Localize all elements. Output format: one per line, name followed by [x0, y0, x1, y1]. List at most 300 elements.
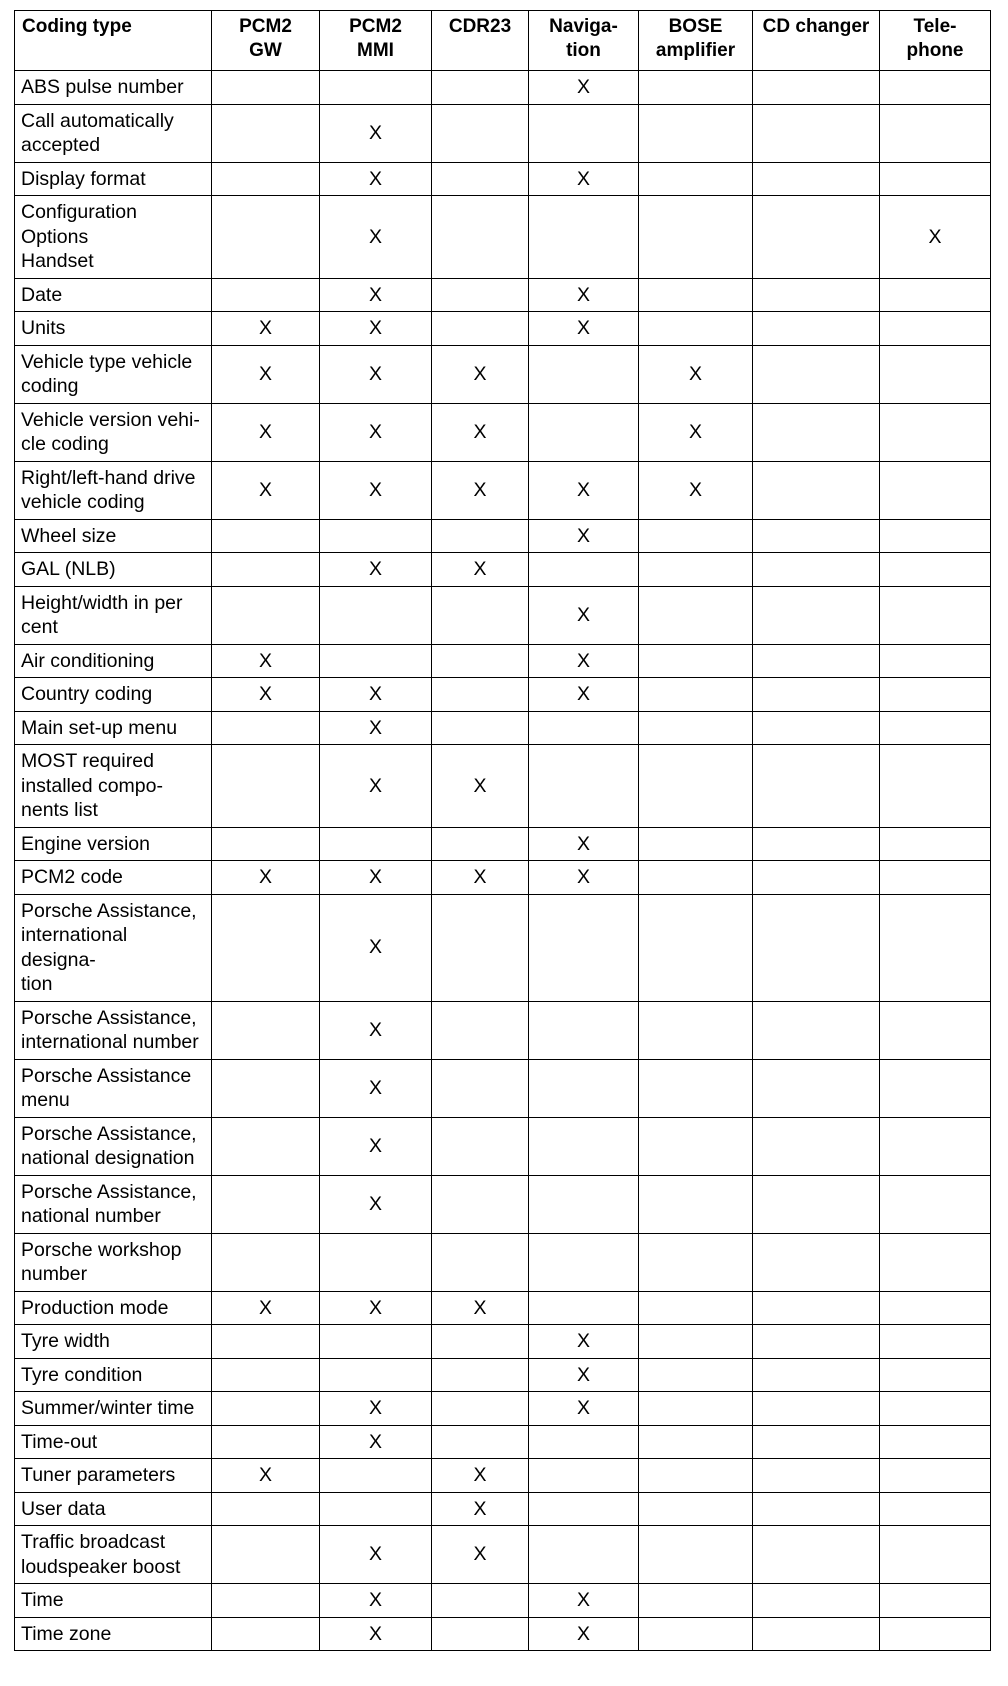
mark-cell — [880, 678, 991, 712]
mark-cell — [880, 1175, 991, 1233]
header-label: BOSE amplifier — [655, 16, 736, 61]
mark-cell — [529, 1233, 639, 1291]
mark-cell — [639, 1425, 753, 1459]
mark-cell — [753, 644, 880, 678]
coding-type-cell: Vehicle version vehi- cle coding — [15, 403, 212, 461]
mark-cell — [529, 1425, 639, 1459]
table-row — [15, 678, 991, 712]
mark-cell — [529, 894, 639, 1001]
mark-cell — [639, 678, 753, 712]
mark-cell — [639, 894, 753, 1001]
table-row — [15, 1233, 991, 1291]
mark-cell — [880, 278, 991, 312]
mark-cell — [639, 196, 753, 279]
mark-cell: X — [320, 461, 432, 519]
coding-type-cell: Tyre condition — [15, 1358, 212, 1392]
mark-cell — [880, 162, 991, 196]
mark-cell: X — [320, 711, 432, 745]
mark-cell — [432, 162, 529, 196]
header-cdr23 — [432, 11, 529, 71]
mark-cell — [212, 586, 320, 644]
coding-type-cell: Traffic broadcast loudspeaker boost — [15, 1526, 212, 1584]
mark-cell: X — [320, 678, 432, 712]
header-label: PCM2 MMI — [349, 16, 402, 61]
mark-cell — [639, 1175, 753, 1233]
coding-type-cell: Porsche Assistance, national number — [15, 1175, 212, 1233]
mark-cell: X — [320, 196, 432, 279]
mark-cell: X — [212, 1291, 320, 1325]
table-row — [15, 1584, 991, 1618]
coding-type-cell: Tuner parameters — [15, 1459, 212, 1493]
mark-cell: X — [529, 1617, 639, 1651]
mark-cell — [529, 345, 639, 403]
mark-cell: X — [212, 312, 320, 346]
mark-cell — [432, 1117, 529, 1175]
coding-type-cell: Porsche Assistance, international number — [15, 1001, 212, 1059]
mark-cell — [880, 1584, 991, 1618]
mark-cell — [880, 1001, 991, 1059]
mark-cell — [880, 1459, 991, 1493]
mark-cell — [753, 553, 880, 587]
mark-cell — [529, 196, 639, 279]
mark-cell — [880, 1358, 991, 1392]
mark-cell: X — [432, 1492, 529, 1526]
mark-cell — [432, 196, 529, 279]
mark-cell — [639, 827, 753, 861]
mark-cell — [880, 1425, 991, 1459]
mark-cell — [639, 1233, 753, 1291]
table-row — [15, 1425, 991, 1459]
mark-cell — [753, 745, 880, 828]
mark-cell — [639, 1492, 753, 1526]
mark-cell — [880, 644, 991, 678]
mark-cell: X — [320, 745, 432, 828]
mark-cell — [753, 1175, 880, 1233]
table-row — [15, 1526, 991, 1584]
mark-cell — [529, 745, 639, 828]
mark-cell — [432, 1358, 529, 1392]
mark-cell: X — [320, 104, 432, 162]
mark-cell — [212, 1175, 320, 1233]
mark-cell — [529, 1291, 639, 1325]
mark-cell — [753, 461, 880, 519]
mark-cell: X — [529, 678, 639, 712]
mark-cell — [753, 345, 880, 403]
mark-cell — [639, 162, 753, 196]
mark-cell: X — [529, 827, 639, 861]
mark-cell — [529, 1001, 639, 1059]
mark-cell — [880, 1526, 991, 1584]
mark-cell — [753, 104, 880, 162]
coding-type-cell: Porsche Assistance menu — [15, 1059, 212, 1117]
mark-cell — [212, 278, 320, 312]
mark-cell — [320, 71, 432, 105]
mark-cell — [639, 1291, 753, 1325]
mark-cell — [432, 1175, 529, 1233]
mark-cell: X — [320, 1175, 432, 1233]
mark-cell — [753, 1584, 880, 1618]
coding-type-cell: Tyre width — [15, 1325, 212, 1359]
mark-cell — [753, 162, 880, 196]
table-row — [15, 71, 991, 105]
mark-cell — [320, 586, 432, 644]
mark-cell — [432, 1001, 529, 1059]
mark-cell — [529, 1117, 639, 1175]
header-navigation — [529, 11, 639, 71]
mark-cell — [753, 519, 880, 553]
mark-cell — [880, 403, 991, 461]
coding-type-cell: Porsche Assistance, national designation — [15, 1117, 212, 1175]
table-row — [15, 1117, 991, 1175]
mark-cell — [753, 678, 880, 712]
mark-cell — [432, 519, 529, 553]
mark-cell — [320, 1358, 432, 1392]
mark-cell — [432, 1059, 529, 1117]
mark-cell: X — [529, 1358, 639, 1392]
mark-cell — [320, 827, 432, 861]
coding-type-cell: MOST required installed compo- nents list — [15, 745, 212, 828]
mark-cell — [529, 553, 639, 587]
table-row — [15, 1001, 991, 1059]
mark-cell — [753, 1059, 880, 1117]
table-row — [15, 1325, 991, 1359]
mark-cell — [639, 1001, 753, 1059]
mark-cell — [320, 1459, 432, 1493]
coding-type-cell: Call automatically accepted — [15, 104, 212, 162]
mark-cell — [432, 71, 529, 105]
mark-cell — [880, 461, 991, 519]
coding-type-cell: Units — [15, 312, 212, 346]
table-row — [15, 312, 991, 346]
table-row — [15, 278, 991, 312]
mark-cell — [639, 861, 753, 895]
mark-cell — [432, 711, 529, 745]
mark-cell — [639, 745, 753, 828]
coding-type-cell: ABS pulse number — [15, 71, 212, 105]
mark-cell: X — [529, 644, 639, 678]
mark-cell — [753, 1358, 880, 1392]
coding-type-cell: Porsche workshop number — [15, 1233, 212, 1291]
mark-cell — [212, 1526, 320, 1584]
mark-cell — [753, 71, 880, 105]
mark-cell: X — [529, 1584, 639, 1618]
mark-cell — [432, 104, 529, 162]
coding-type-cell: Display format — [15, 162, 212, 196]
coding-type-cell: User data — [15, 1492, 212, 1526]
mark-cell: X — [529, 162, 639, 196]
mark-cell — [212, 1358, 320, 1392]
mark-cell: X — [529, 586, 639, 644]
mark-cell: X — [212, 403, 320, 461]
mark-cell — [753, 196, 880, 279]
coding-type-cell: Date — [15, 278, 212, 312]
mark-cell — [432, 586, 529, 644]
table-row — [15, 345, 991, 403]
coding-type-cell: Production mode — [15, 1291, 212, 1325]
mark-cell: X — [212, 678, 320, 712]
coding-type-cell: Vehicle type vehicle coding — [15, 345, 212, 403]
mark-cell — [212, 745, 320, 828]
mark-cell — [432, 678, 529, 712]
mark-cell — [432, 827, 529, 861]
table-row — [15, 745, 991, 828]
mark-cell — [432, 894, 529, 1001]
mark-cell — [212, 162, 320, 196]
table-row — [15, 196, 991, 279]
mark-cell: X — [432, 403, 529, 461]
mark-cell — [753, 586, 880, 644]
mark-cell — [639, 1059, 753, 1117]
mark-cell — [212, 711, 320, 745]
mark-cell — [212, 71, 320, 105]
mark-cell: X — [212, 644, 320, 678]
mark-cell: X — [529, 312, 639, 346]
table-row — [15, 553, 991, 587]
header-label: CDR23 — [448, 16, 512, 37]
mark-cell: X — [529, 278, 639, 312]
mark-cell — [529, 1175, 639, 1233]
mark-cell — [212, 1117, 320, 1175]
mark-cell — [753, 861, 880, 895]
mark-cell — [880, 1325, 991, 1359]
coding-type-cell: Height/width in per cent — [15, 586, 212, 644]
coding-type-cell: Engine version — [15, 827, 212, 861]
mark-cell — [753, 1233, 880, 1291]
mark-cell — [880, 1233, 991, 1291]
mark-cell — [639, 278, 753, 312]
mark-cell — [639, 1117, 753, 1175]
mark-cell — [753, 312, 880, 346]
mark-cell — [529, 104, 639, 162]
table-row — [15, 1358, 991, 1392]
mark-cell — [639, 519, 753, 553]
mark-cell — [639, 1392, 753, 1426]
mark-cell — [753, 827, 880, 861]
mark-cell — [432, 312, 529, 346]
mark-cell: X — [320, 1117, 432, 1175]
mark-cell — [212, 104, 320, 162]
table-row — [15, 1617, 991, 1651]
mark-cell: X — [432, 745, 529, 828]
mark-cell: X — [639, 403, 753, 461]
table-row — [15, 1059, 991, 1117]
mark-cell — [753, 1291, 880, 1325]
mark-cell — [753, 1001, 880, 1059]
mark-cell — [880, 1492, 991, 1526]
table-body — [15, 71, 991, 1651]
mark-cell — [880, 711, 991, 745]
mark-cell — [432, 1617, 529, 1651]
mark-cell: X — [320, 278, 432, 312]
mark-cell: X — [320, 403, 432, 461]
coding-type-cell: Configuration Options Handset — [15, 196, 212, 279]
mark-cell — [880, 894, 991, 1001]
mark-cell — [639, 1459, 753, 1493]
coding-type-cell: Country coding — [15, 678, 212, 712]
mark-cell — [639, 1617, 753, 1651]
mark-cell — [212, 1325, 320, 1359]
header-label: Coding type — [22, 16, 132, 37]
mark-cell — [529, 403, 639, 461]
mark-cell — [753, 711, 880, 745]
mark-cell: X — [320, 312, 432, 346]
table-row — [15, 519, 991, 553]
coding-type-cell: GAL (NLB) — [15, 553, 212, 587]
header-coding-type — [15, 11, 212, 71]
mark-cell — [880, 1117, 991, 1175]
mark-cell — [753, 1425, 880, 1459]
mark-cell — [880, 745, 991, 828]
mark-cell — [639, 1526, 753, 1584]
mark-cell — [880, 1617, 991, 1651]
mark-cell — [639, 586, 753, 644]
mark-cell: X — [320, 1291, 432, 1325]
mark-cell — [212, 519, 320, 553]
header-label: Naviga- tion — [549, 16, 618, 61]
table-header-row — [15, 11, 991, 71]
mark-cell: X — [529, 71, 639, 105]
mark-cell: X — [212, 861, 320, 895]
mark-cell — [432, 1584, 529, 1618]
table-row — [15, 1459, 991, 1493]
mark-cell — [880, 519, 991, 553]
mark-cell — [212, 894, 320, 1001]
mark-cell — [753, 278, 880, 312]
mark-cell — [639, 711, 753, 745]
mark-cell — [753, 1617, 880, 1651]
header-telephone — [880, 11, 991, 71]
mark-cell: X — [639, 461, 753, 519]
mark-cell — [212, 1233, 320, 1291]
header-label: PCM2 GW — [239, 16, 292, 61]
mark-cell: X — [320, 1001, 432, 1059]
table-row — [15, 1392, 991, 1426]
mark-cell — [639, 1584, 753, 1618]
mark-cell — [432, 278, 529, 312]
mark-cell — [212, 1392, 320, 1426]
mark-cell — [320, 644, 432, 678]
mark-cell: X — [529, 1392, 639, 1426]
mark-cell: X — [212, 1459, 320, 1493]
mark-cell: X — [529, 861, 639, 895]
table-row — [15, 1175, 991, 1233]
table-row — [15, 403, 991, 461]
table-row — [15, 861, 991, 895]
table-row — [15, 827, 991, 861]
mark-cell: X — [320, 1059, 432, 1117]
coding-type-cell: Porsche Assistance, international designa- tion — [15, 894, 212, 1001]
mark-cell — [753, 1325, 880, 1359]
mark-cell — [432, 644, 529, 678]
table-row — [15, 644, 991, 678]
mark-cell: X — [529, 1325, 639, 1359]
coding-type-cell: PCM2 code — [15, 861, 212, 895]
coding-table — [14, 10, 991, 1651]
table-row — [15, 1291, 991, 1325]
mark-cell — [212, 1584, 320, 1618]
header-pcm2-gw — [212, 11, 320, 71]
mark-cell: X — [212, 461, 320, 519]
coding-type-cell: Summer/winter time — [15, 1392, 212, 1426]
table-row — [15, 894, 991, 1001]
header-pcm2-mmi — [320, 11, 432, 71]
mark-cell — [432, 1392, 529, 1426]
mark-cell — [529, 1526, 639, 1584]
mark-cell — [432, 1325, 529, 1359]
table-row — [15, 586, 991, 644]
mark-cell: X — [432, 345, 529, 403]
mark-cell — [320, 519, 432, 553]
mark-cell — [753, 1526, 880, 1584]
mark-cell: X — [320, 1617, 432, 1651]
mark-cell — [639, 644, 753, 678]
mark-cell — [880, 71, 991, 105]
mark-cell — [529, 1492, 639, 1526]
mark-cell — [432, 1233, 529, 1291]
table-row — [15, 162, 991, 196]
mark-cell — [880, 827, 991, 861]
coding-type-cell: Time — [15, 1584, 212, 1618]
mark-cell — [753, 1459, 880, 1493]
mark-cell — [320, 1492, 432, 1526]
mark-cell: X — [432, 1459, 529, 1493]
coding-type-cell: Main set-up menu — [15, 711, 212, 745]
mark-cell: X — [320, 1584, 432, 1618]
mark-cell: X — [432, 461, 529, 519]
coding-type-cell: Time-out — [15, 1425, 212, 1459]
mark-cell: X — [212, 345, 320, 403]
mark-cell — [880, 861, 991, 895]
mark-cell: X — [529, 461, 639, 519]
mark-cell: X — [529, 519, 639, 553]
mark-cell: X — [320, 1425, 432, 1459]
mark-cell — [212, 1617, 320, 1651]
mark-cell: X — [320, 162, 432, 196]
header-cd-changer — [753, 11, 880, 71]
mark-cell — [880, 345, 991, 403]
mark-cell: X — [320, 1526, 432, 1584]
mark-cell: X — [320, 1392, 432, 1426]
mark-cell — [639, 1325, 753, 1359]
mark-cell: X — [880, 196, 991, 279]
mark-cell — [529, 1459, 639, 1493]
mark-cell — [753, 894, 880, 1001]
mark-cell — [212, 553, 320, 587]
mark-cell — [212, 1059, 320, 1117]
mark-cell: X — [639, 345, 753, 403]
table-row — [15, 461, 991, 519]
mark-cell — [320, 1325, 432, 1359]
mark-cell: X — [320, 553, 432, 587]
mark-cell: X — [320, 345, 432, 403]
mark-cell — [753, 403, 880, 461]
mark-cell: X — [432, 553, 529, 587]
mark-cell — [880, 553, 991, 587]
mark-cell — [432, 1425, 529, 1459]
mark-cell — [880, 1392, 991, 1426]
mark-cell — [212, 196, 320, 279]
table-row — [15, 104, 991, 162]
mark-cell: X — [432, 1291, 529, 1325]
mark-cell — [880, 1059, 991, 1117]
mark-cell: X — [432, 861, 529, 895]
mark-cell — [529, 711, 639, 745]
mark-cell — [880, 104, 991, 162]
mark-cell — [639, 312, 753, 346]
mark-cell — [880, 586, 991, 644]
mark-cell — [753, 1492, 880, 1526]
mark-cell: X — [320, 861, 432, 895]
